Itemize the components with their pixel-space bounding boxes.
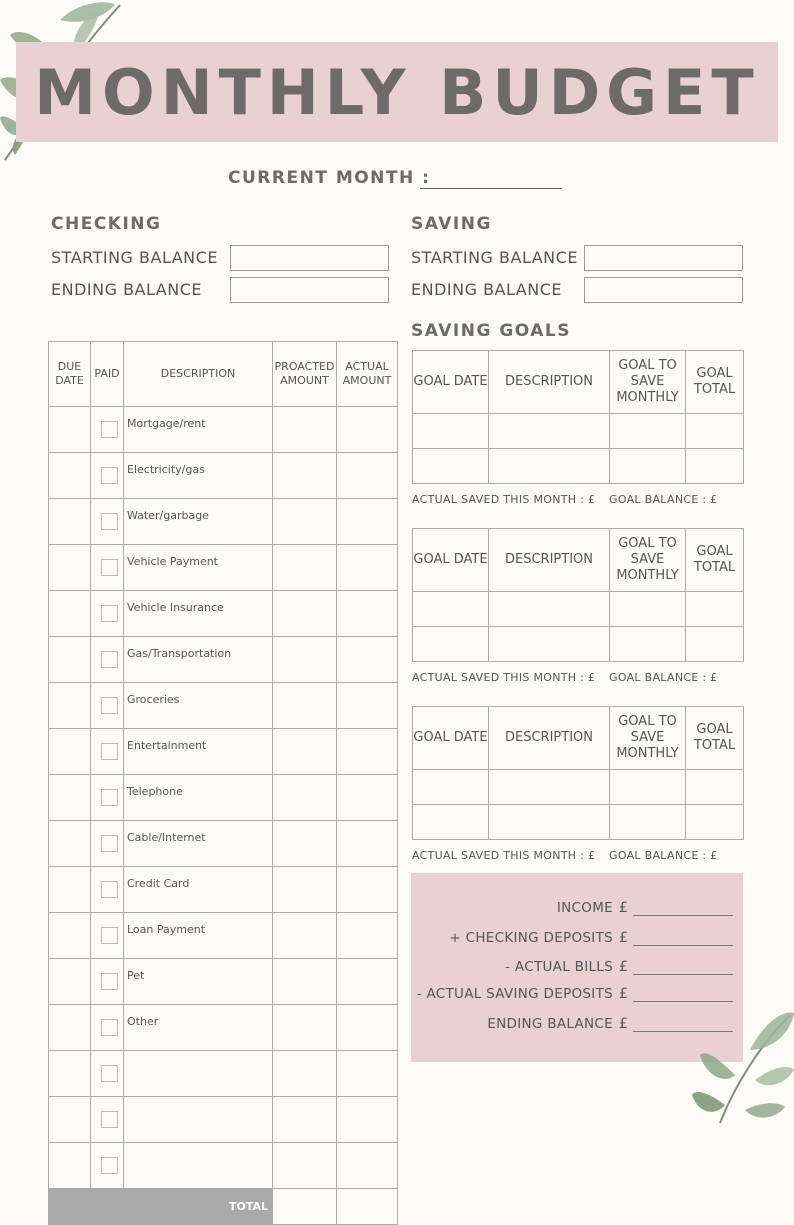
description-cell [124, 1051, 273, 1097]
table-row [49, 1005, 398, 1051]
saving-starting-label: STARTING BALANCE [411, 248, 578, 267]
summary-value-field[interactable] [633, 956, 733, 975]
table-row [413, 805, 744, 840]
due-date-cell[interactable] [49, 453, 91, 499]
saving-title: SAVING [411, 214, 492, 234]
actual-amount-cell[interactable] [337, 913, 398, 959]
current-month-label: CURRENT MONTH : [228, 168, 431, 188]
goal-description-cell[interactable] [489, 449, 610, 484]
paid-checkbox[interactable] [101, 1065, 118, 1082]
goal-balance-label: GOAL BALANCE : £ [609, 493, 718, 506]
actual-amount-cell[interactable] [337, 683, 398, 729]
table-row [49, 683, 398, 729]
saving-goal-table [412, 528, 744, 662]
description-cell: Gas/Transportation [124, 637, 273, 683]
paid-checkbox[interactable] [101, 881, 118, 898]
description-cell: Other [124, 1005, 273, 1051]
summary-label: + CHECKING DEPOSITS [449, 930, 613, 946]
due-date-cell[interactable] [49, 1143, 91, 1189]
goal-date-cell[interactable] [413, 770, 489, 805]
summary-value-field[interactable] [633, 927, 733, 946]
actual-amount-cell[interactable] [337, 867, 398, 913]
summary-row [557, 892, 733, 916]
goal-description-header: DESCRIPTION [489, 351, 610, 414]
goal-description-cell[interactable] [489, 627, 610, 662]
paid-checkbox[interactable] [101, 1157, 118, 1174]
summary-label: - ACTUAL BILLS [505, 959, 613, 975]
paid-checkbox[interactable] [101, 789, 118, 806]
table-row [49, 821, 398, 867]
paid-header: PAID [91, 342, 124, 407]
goal-description-cell[interactable] [489, 770, 610, 805]
paid-checkbox[interactable] [101, 927, 118, 944]
goal-date-cell[interactable] [413, 805, 489, 840]
projected-amount-cell[interactable] [273, 913, 337, 959]
goal-to-save-cell[interactable] [610, 805, 686, 840]
goal-description-header: DESCRIPTION [489, 529, 610, 592]
summary-label: INCOME [556, 900, 613, 916]
title-banner [16, 42, 778, 142]
projected-amount-cell[interactable] [273, 775, 337, 821]
due-date-cell[interactable] [49, 1005, 91, 1051]
page-title: MONTHLY BUDGET [34, 55, 760, 129]
actual-amount-cell[interactable] [337, 729, 398, 775]
paid-cell [91, 821, 124, 867]
currency-symbol: £ [619, 959, 628, 975]
goal-to-save-header: GOAL TO SAVE MONTHLY [610, 529, 686, 592]
actual-amount-cell[interactable] [337, 959, 398, 1005]
paid-cell [91, 637, 124, 683]
paid-cell [91, 453, 124, 499]
due-date-header: DUE DATE [49, 342, 91, 407]
paid-cell [91, 407, 124, 453]
saving-goal-table [412, 706, 744, 840]
currency-symbol: £ [619, 930, 628, 946]
summary-label: - ACTUAL SAVING DEPOSITS [416, 986, 613, 1002]
description-cell: Vehicle Insurance [124, 591, 273, 637]
table-row [413, 414, 744, 449]
table-row [49, 591, 398, 637]
table-row [49, 959, 398, 1005]
goal-date-header: GOAL DATE [413, 351, 489, 414]
description-cell [124, 1143, 273, 1189]
paid-checkbox[interactable] [101, 973, 118, 990]
paid-checkbox[interactable] [101, 743, 118, 760]
goal-total-cell[interactable] [686, 414, 744, 449]
goal-total-cell[interactable] [686, 449, 744, 484]
total-actual-cell[interactable] [337, 1189, 398, 1225]
paid-cell [91, 1143, 124, 1189]
due-date-cell[interactable] [49, 1051, 91, 1097]
checking-starting-field[interactable] [230, 245, 389, 271]
checking-starting-label: STARTING BALANCE [51, 248, 218, 267]
goal-total-cell[interactable] [686, 627, 744, 662]
paid-checkbox[interactable] [101, 467, 118, 484]
summary-row [449, 922, 733, 946]
goal-to-save-cell[interactable] [610, 449, 686, 484]
table-row [49, 453, 398, 499]
due-date-cell[interactable] [49, 775, 91, 821]
table-row [413, 627, 744, 662]
table-row [49, 499, 398, 545]
table-row [49, 1143, 398, 1189]
due-date-cell[interactable] [49, 407, 91, 453]
summary-value-field[interactable] [633, 897, 733, 916]
due-date-cell[interactable] [49, 729, 91, 775]
table-row [49, 1097, 398, 1143]
currency-symbol: £ [619, 986, 628, 1002]
description-cell: Water/garbage [124, 499, 273, 545]
actual-amount-cell[interactable] [337, 1051, 398, 1097]
paid-cell [91, 913, 124, 959]
projected-amount-cell[interactable] [273, 545, 337, 591]
description-cell: Electricity/gas [124, 453, 273, 499]
paid-cell [91, 775, 124, 821]
description-cell: Loan Payment [124, 913, 273, 959]
projected-amount-cell[interactable] [273, 637, 337, 683]
description-cell: Mortgage/rent [124, 407, 273, 453]
description-header: DESCRIPTION [124, 342, 273, 407]
description-cell [124, 1097, 273, 1143]
actual-amount-cell[interactable] [337, 545, 398, 591]
projected-amount-cell[interactable] [273, 729, 337, 775]
paid-cell [91, 959, 124, 1005]
description-cell: Cable/Internet [124, 821, 273, 867]
description-cell: Telephone [124, 775, 273, 821]
actual-saved-label: ACTUAL SAVED THIS MONTH : £ [412, 493, 596, 506]
projected-amount-header: PROACTED AMOUNT [273, 342, 337, 407]
goal-balance-label: GOAL BALANCE : £ [609, 671, 718, 684]
projected-amount-cell[interactable] [273, 867, 337, 913]
paid-cell [91, 545, 124, 591]
description-cell: Pet [124, 959, 273, 1005]
projected-amount-cell[interactable] [273, 821, 337, 867]
goal-to-save-cell[interactable] [610, 592, 686, 627]
paid-checkbox[interactable] [101, 421, 118, 438]
actual-amount-cell[interactable] [337, 821, 398, 867]
paid-cell [91, 1005, 124, 1051]
actual-amount-cell[interactable] [337, 407, 398, 453]
projected-amount-cell[interactable] [273, 1051, 337, 1097]
goal-description-header: DESCRIPTION [489, 707, 610, 770]
goal-date-header: GOAL DATE [413, 707, 489, 770]
due-date-cell[interactable] [49, 821, 91, 867]
goal-description-cell[interactable] [489, 414, 610, 449]
paid-checkbox[interactable] [101, 835, 118, 852]
table-row [49, 637, 398, 683]
due-date-cell[interactable] [49, 959, 91, 1005]
goal-date-cell[interactable] [413, 592, 489, 627]
table-row [49, 775, 398, 821]
actual-saved-label: ACTUAL SAVED THIS MONTH : £ [412, 849, 596, 862]
checking-ending-label: ENDING BALANCE [51, 280, 202, 299]
paid-cell [91, 591, 124, 637]
table-row [413, 770, 744, 805]
paid-checkbox[interactable] [101, 1111, 118, 1128]
goal-total-header: GOAL TOTAL [686, 351, 744, 414]
description-cell: Credit Card [124, 867, 273, 913]
actual-amount-header: ACTUAL AMOUNT [337, 342, 398, 407]
summary-label: ENDING BALANCE [487, 1016, 613, 1032]
projected-amount-cell[interactable] [273, 959, 337, 1005]
due-date-cell[interactable] [49, 499, 91, 545]
table-row [49, 1051, 398, 1097]
due-date-cell[interactable] [49, 637, 91, 683]
projected-amount-cell[interactable] [273, 499, 337, 545]
goal-total-header: GOAL TOTAL [686, 529, 744, 592]
due-date-cell[interactable] [49, 545, 91, 591]
description-cell: Groceries [124, 683, 273, 729]
goal-description-cell[interactable] [489, 592, 610, 627]
currency-symbol: £ [619, 900, 628, 916]
goal-total-cell[interactable] [686, 805, 744, 840]
paid-checkbox[interactable] [101, 559, 118, 576]
actual-amount-cell[interactable] [337, 775, 398, 821]
actual-amount-cell[interactable] [337, 1143, 398, 1189]
table-row [413, 449, 744, 484]
paid-checkbox[interactable] [101, 651, 118, 668]
current-month-field[interactable] [420, 188, 562, 189]
paid-cell [91, 683, 124, 729]
goal-to-save-cell[interactable] [610, 770, 686, 805]
paid-checkbox[interactable] [101, 605, 118, 622]
total-projected-cell[interactable] [273, 1189, 337, 1225]
goal-date-cell[interactable] [413, 414, 489, 449]
goal-total-cell[interactable] [686, 770, 744, 805]
description-cell: Entertainment [124, 729, 273, 775]
goal-description-cell[interactable] [489, 805, 610, 840]
projected-amount-cell[interactable] [273, 683, 337, 729]
actual-saved-label: ACTUAL SAVED THIS MONTH : £ [412, 671, 596, 684]
goal-to-save-cell[interactable] [610, 627, 686, 662]
paid-cell [91, 499, 124, 545]
actual-amount-cell[interactable] [337, 637, 398, 683]
due-date-cell[interactable] [49, 913, 91, 959]
bills-table [48, 341, 398, 1225]
goal-to-save-header: GOAL TO SAVE MONTHLY [610, 707, 686, 770]
goal-to-save-cell[interactable] [610, 414, 686, 449]
actual-amount-cell[interactable] [337, 591, 398, 637]
saving-ending-label: ENDING BALANCE [411, 280, 562, 299]
actual-amount-cell[interactable] [337, 453, 398, 499]
paid-checkbox[interactable] [101, 697, 118, 714]
due-date-cell[interactable] [49, 591, 91, 637]
projected-amount-cell[interactable] [273, 453, 337, 499]
projected-amount-cell[interactable] [273, 1005, 337, 1051]
goal-balance-label: GOAL BALANCE : £ [609, 849, 718, 862]
goal-date-cell[interactable] [413, 627, 489, 662]
projected-amount-cell[interactable] [273, 591, 337, 637]
paid-cell [91, 1097, 124, 1143]
due-date-cell[interactable] [49, 867, 91, 913]
actual-amount-cell[interactable] [337, 1097, 398, 1143]
saving-goals-title: SAVING GOALS [411, 321, 572, 341]
projected-amount-cell[interactable] [273, 1143, 337, 1189]
summary-row [417, 978, 733, 1002]
goal-date-cell[interactable] [413, 449, 489, 484]
checking-ending-field[interactable] [230, 277, 389, 303]
paid-cell [91, 867, 124, 913]
due-date-cell[interactable] [49, 1097, 91, 1143]
paid-cell [91, 1051, 124, 1097]
checking-title: CHECKING [51, 214, 162, 234]
saving-starting-field[interactable] [584, 245, 743, 271]
currency-symbol: £ [619, 1016, 628, 1032]
saving-goal-table [412, 350, 744, 484]
goal-total-header: GOAL TOTAL [686, 707, 744, 770]
total-label: TOTAL [49, 1189, 273, 1225]
projected-amount-cell[interactable] [273, 407, 337, 453]
table-row [49, 407, 398, 453]
paid-checkbox[interactable] [101, 513, 118, 530]
paid-cell [91, 729, 124, 775]
actual-amount-cell[interactable] [337, 499, 398, 545]
due-date-cell[interactable] [49, 683, 91, 729]
projected-amount-cell[interactable] [273, 1097, 337, 1143]
goal-to-save-header: GOAL TO SAVE MONTHLY [610, 351, 686, 414]
saving-ending-field[interactable] [584, 277, 743, 303]
description-cell: Vehicle Payment [124, 545, 273, 591]
table-row [49, 729, 398, 775]
paid-checkbox[interactable] [101, 1019, 118, 1036]
table-row [49, 913, 398, 959]
leaf-branch-icon [690, 995, 794, 1123]
actual-amount-cell[interactable] [337, 1005, 398, 1051]
goal-date-header: GOAL DATE [413, 529, 489, 592]
summary-row [505, 951, 733, 975]
goal-total-cell[interactable] [686, 592, 744, 627]
table-row [413, 592, 744, 627]
table-row [49, 867, 398, 913]
table-row [49, 545, 398, 591]
